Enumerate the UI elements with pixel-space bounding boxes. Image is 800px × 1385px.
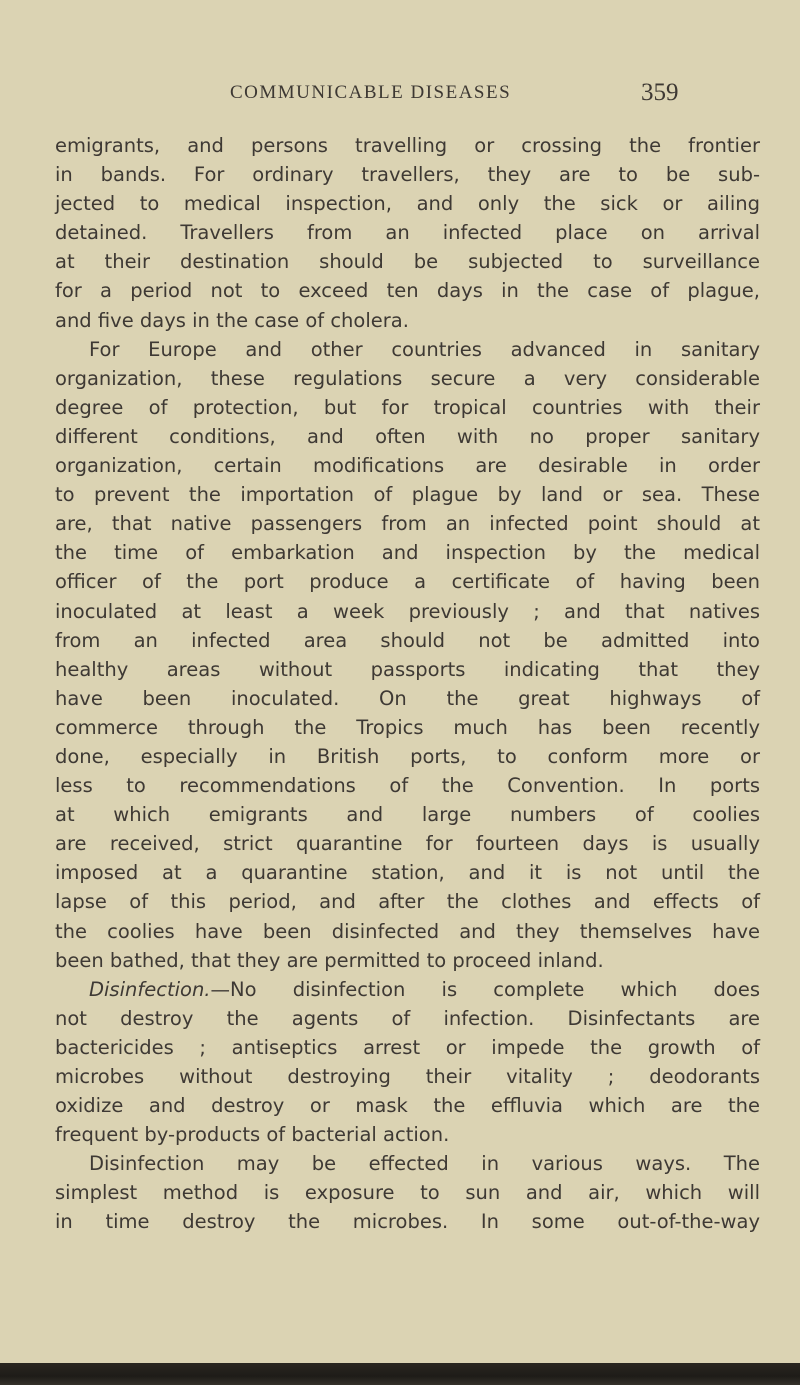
text-line: Disinfection may be effected in various ways. The <box>89 1152 760 1176</box>
text-line: at which emigrants and large numbers of coolies <box>55 803 760 827</box>
text-line: different conditions, and often with no proper sanitary <box>55 424 760 448</box>
text-line: healthy areas without passports indicating that they <box>55 657 760 681</box>
text-line: detained. Travellers from an infected place on arrival <box>55 221 760 245</box>
text-line: lapse of this period, and after the clothes and effects of <box>55 890 760 914</box>
section-first-line <box>55 975 760 1004</box>
page-bottom-edge <box>0 1363 800 1385</box>
text-line: frequent by-products of bacterial action. <box>55 1123 450 1147</box>
page-header <box>0 79 800 112</box>
text-line: been bathed, that they are permitted to proceed inland. <box>55 948 604 972</box>
text-fragment: —No disinfection is complete which does <box>210 977 760 1001</box>
text-line: the time of embarkation and inspection by the medical <box>55 541 760 565</box>
text-line: and five days in the case of cholera. <box>55 308 409 332</box>
text-line: emigrants, and persons travelling or crossing the frontier <box>55 134 760 157</box>
text-line: oxidize and destroy or mask the effluvia which are the <box>55 1094 760 1118</box>
text-line: degree of protection, but for tropical countries with their <box>55 395 760 419</box>
text-line: commerce through the Tropics much has been recently <box>55 715 760 739</box>
text-line: have been inoculated. On the great highways of <box>55 686 760 710</box>
text-line: organization, these regulations secure a very considerable <box>55 366 760 390</box>
text-line: for a period not to exceed ten days in the case of plague, <box>55 279 760 303</box>
section-heading: Disinfection. <box>89 977 211 1001</box>
text-line: in bands. For ordinary travellers, they are to be sub- <box>55 163 760 187</box>
text-line: organization, certain modifications are desirable in order <box>55 454 760 478</box>
text-line: are received, strict quarantine for fourteen days is usually <box>55 832 760 856</box>
running-head: COMMUNICABLE DISEASES <box>230 82 512 103</box>
text-line: at their destination should be subjected to surveillance <box>55 250 760 274</box>
body-text <box>55 131 760 1237</box>
text-line: bactericides ; antiseptics arrest or impede the growth of <box>55 1035 760 1059</box>
text-line: the coolies have been disinfected and they themselves have <box>55 919 760 943</box>
text-line: done, especially in British ports, to conform more or <box>55 744 760 768</box>
text-line: less to recommendations of the Convention. In ports <box>55 774 760 798</box>
text-line: jected to medical inspection, and only the sick or ailing <box>55 192 760 216</box>
text-line: officer of the port produce a certificate of having been <box>55 570 760 594</box>
text-line: not destroy the agents of infection. Disinfectants are <box>55 1006 760 1030</box>
text-line: from an infected area should not be admitted into <box>55 628 760 652</box>
text-line: in time destroy the microbes. In some out-of-the-way <box>55 1210 760 1234</box>
text-line: inoculated at least a week previously ; and that natives <box>55 599 760 623</box>
text-line: imposed at a quarantine station, and it is not until the <box>55 861 760 885</box>
page-number: 359 <box>641 79 679 106</box>
text-line: For Europe and other countries advanced in sanitary <box>89 337 760 361</box>
text-line: microbes without destroying their vitality ; deodorants <box>55 1065 760 1088</box>
text-line: simplest method is exposure to sun and air, which will <box>55 1181 760 1205</box>
text-line: are, that native passengers from an infected point should at <box>55 512 760 536</box>
text-line: to prevent the importation of plague by land or sea. These <box>55 483 760 507</box>
